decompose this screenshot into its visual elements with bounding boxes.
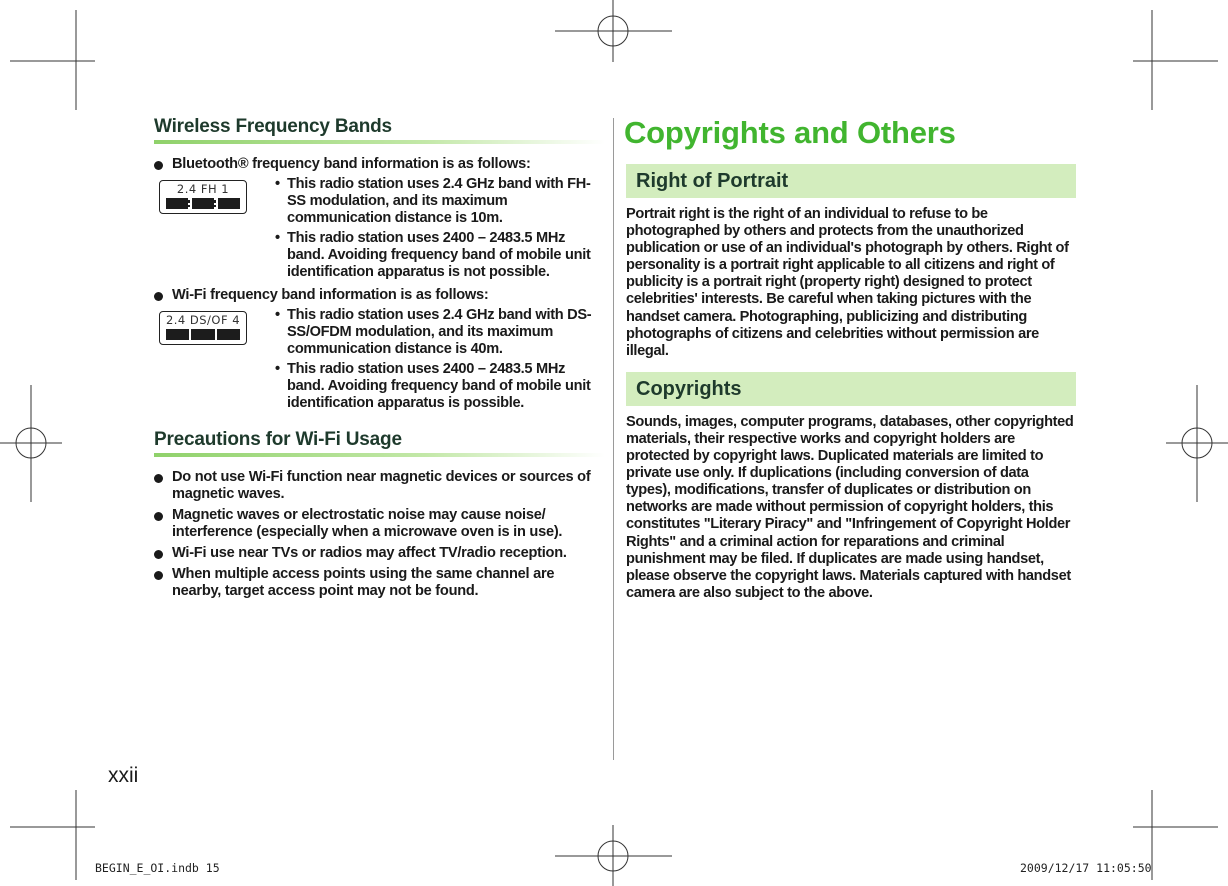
- bluetooth-detail-item: • This radio station uses 2.4 GHz band with FH-SS modulation, and its maximum communication distance is 10m.: [275, 176, 604, 227]
- wifi-details: [275, 307, 604, 415]
- page-title: Copyrights and Others: [624, 115, 956, 150]
- portrait-heading: Right of Portrait: [626, 164, 1076, 198]
- precautions-heading: Precautions for Wi-Fi Usage: [154, 429, 402, 450]
- precaution-item: Wi-Fi use near TVs or radios may affect TV/radio reception.: [154, 545, 604, 562]
- band-bar-icon: [166, 329, 240, 340]
- band-bar-icon: [166, 198, 240, 209]
- precaution-item: When multiple access points using the same channel are nearby, target access point may not be found.: [154, 566, 604, 600]
- wifi-title: Wi-Fi frequency band information is as follows:: [154, 287, 604, 304]
- wifi-detail-item: • This radio station uses 2400 – 2483.5 MHz band. Avoiding frequency band of mobile unit identification apparatus is possible.: [275, 361, 604, 412]
- wifi-band-info: [154, 307, 604, 415]
- registration-mark-left: [0, 385, 62, 502]
- wifi-band-icon: [159, 311, 247, 345]
- wifi-detail-item: • This radio station uses 2.4 GHz band with DS-SS/OFDM modulation, and its maximum communication distance is 40m.: [275, 307, 604, 358]
- right-column: [626, 116, 1076, 614]
- portrait-text: Portrait right is the right of an individual to refuse to be photographed by others and protects from the unauthorized publication or use of an individual's photograph by others. Right of personality is a portrait right applicable to all citizens and right of publicity is a portrait right (property right) designed to protect celebrities' interests. Be careful when taking pictures with the handset camera. Photographing, publicizing and distributing photographs of citizens and celebrities without permission are illegal.: [626, 206, 1069, 359]
- copyrights-heading: Copyrights: [626, 372, 1076, 406]
- wifi-band-label: 2.4 DS/OF 4: [165, 313, 241, 327]
- bluetooth-detail-item: • This radio station uses 2400 – 2483.5 MHz band. Avoiding frequency band of mobile unit identification apparatus is not possible.: [275, 230, 604, 281]
- wireless-heading: Wireless Frequency Bands: [154, 116, 392, 137]
- registration-mark-top: [555, 0, 672, 62]
- page-number: xxii: [108, 764, 139, 787]
- copyrights-text: Sounds, images, computer programs, databases, other copyrighted materials, their respective works and copyright holders are protected by copyright laws. Duplicated materials are limited to private use only. If duplications (including conversion of data types), modifications, transfer of duplicates or distribution on networks are made without permission of copyright holders, this constitutes "Literary Piracy" and "Infringement of Copyright Holder Rights" and a criminal action for reparations and criminal punishment may be filed. If duplicates are made using handset, please observe the copyright laws. Materials captured with handset camera are also subject to the above.: [626, 413, 1074, 601]
- precaution-item: Magnetic waves or electrostatic noise may cause noise/ interference (especially when a microwave oven is in use).: [154, 507, 604, 541]
- precaution-item: Do not use Wi-Fi function near magnetic devices or sources of magnetic waves.: [154, 469, 604, 503]
- bluetooth-band-icon: [159, 180, 247, 214]
- bluetooth-band-info: [154, 176, 604, 284]
- registration-mark-bottom: [555, 825, 672, 886]
- bluetooth-title: Bluetooth® frequency band information is as follows:: [154, 156, 604, 173]
- bluetooth-band-label: 2.4 FH 1: [176, 182, 230, 196]
- left-column: [154, 116, 604, 600]
- column-divider: [613, 118, 614, 760]
- footer-filename: BEGIN_E_OI.indb 15: [95, 861, 220, 875]
- footer-timestamp: 2009/12/17 11:05:50: [1020, 861, 1152, 875]
- registration-mark-right: [1166, 385, 1228, 502]
- bluetooth-details: [275, 176, 604, 284]
